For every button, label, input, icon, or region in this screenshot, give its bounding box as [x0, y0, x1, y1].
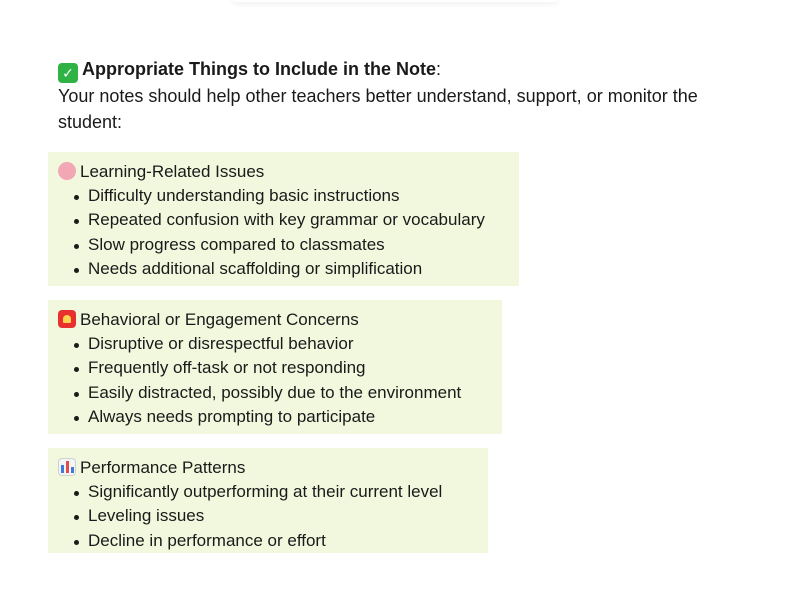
performance-patterns-box	[48, 448, 488, 553]
performance-patterns-title	[58, 456, 476, 480]
list-item: Difficulty understanding basic instructions	[74, 184, 507, 208]
brain-icon	[58, 162, 76, 180]
list-item: Frequently off-task or not responding	[74, 356, 490, 380]
top-card-edge	[232, 0, 558, 2]
check-mark-icon: ✓	[58, 63, 78, 83]
list-item: Significantly outperforming at their current level	[74, 480, 476, 504]
list-item: Slow progress compared to classmates	[74, 233, 507, 257]
behavior-concerns-list	[58, 332, 490, 429]
learning-issues-title	[58, 160, 507, 184]
intro-text: Your notes should help other teachers better understand, support, or monitor the student:	[58, 86, 698, 132]
list-item: Repeated confusion with key grammar or vocabulary	[74, 208, 507, 232]
heading-colon: :	[436, 59, 442, 79]
list-item: Leveling issues	[74, 504, 476, 528]
section-heading	[58, 56, 441, 83]
behavior-concerns-box	[48, 300, 502, 434]
learning-issues-label: Learning-Related Issues	[80, 162, 265, 181]
learning-issues-list	[58, 184, 507, 281]
learning-issues-box	[48, 152, 519, 286]
list-item: Decline in performance or effort	[74, 529, 476, 553]
list-item: Disruptive or disrespectful behavior	[74, 332, 490, 356]
behavior-concerns-label: Behavioral or Engagement Concerns	[80, 310, 359, 329]
performance-patterns-label: Performance Patterns	[80, 458, 246, 477]
bar-chart-icon	[58, 458, 76, 476]
list-item: Always needs prompting to participate	[74, 405, 490, 429]
list-item: Needs additional scaffolding or simplification	[74, 257, 507, 281]
siren-icon	[58, 310, 76, 328]
list-item: Easily distracted, possibly due to the environment	[74, 381, 490, 405]
behavior-concerns-title	[58, 308, 490, 332]
performance-patterns-list	[58, 480, 476, 553]
heading-title: Appropriate Things to Include in the Note	[82, 59, 436, 79]
